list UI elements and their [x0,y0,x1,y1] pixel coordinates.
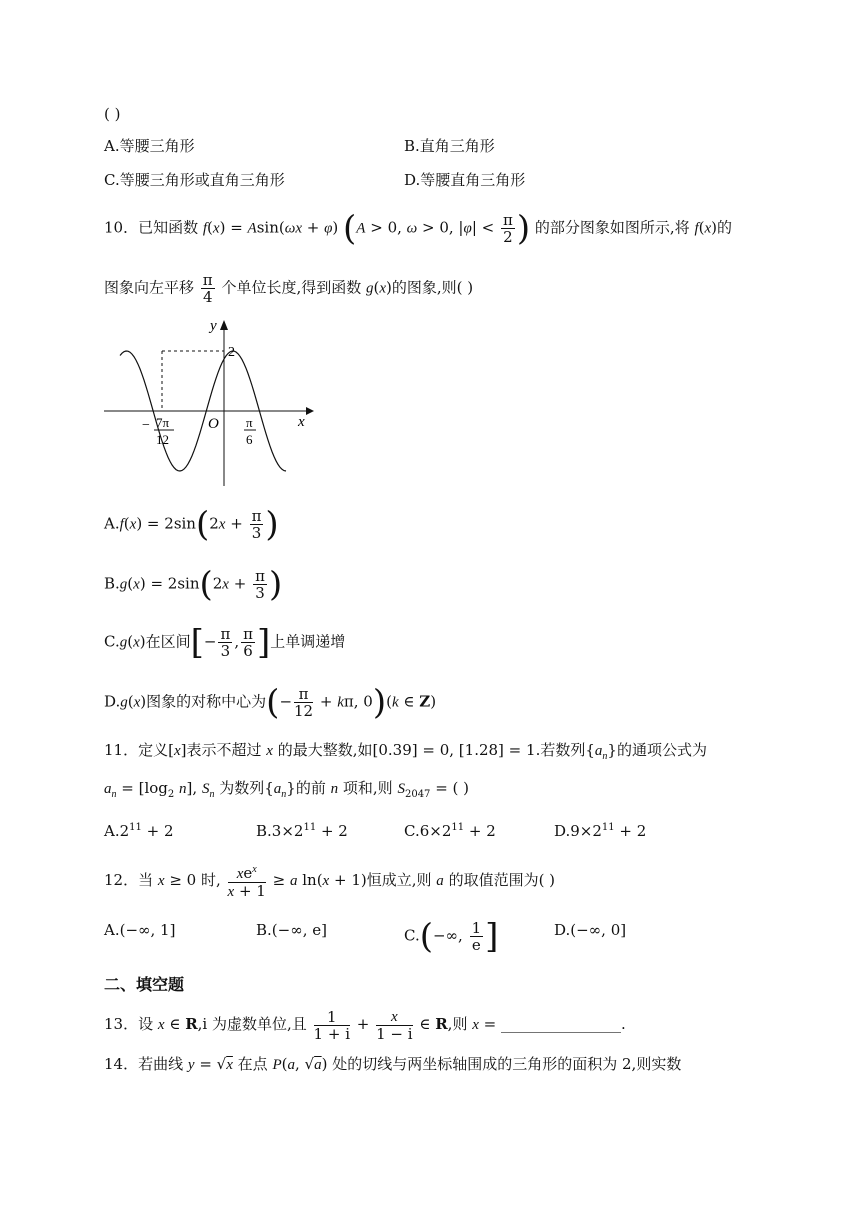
origin-label: O [208,416,219,432]
q10-option-b: B.g(x) = 2sin(2x + $\frac{\pi}{3}$ ) [104,564,283,605]
q11-option-c: $C.6\times 2^{11} + 2$ [404,822,496,840]
y-axis-label: y [210,318,217,334]
q13-answer-blank: ________________. [501,1015,626,1033]
max-label: 2 [228,345,235,360]
left-tick-den: 12 [156,432,169,447]
right-tick-den: 6 [246,432,253,447]
q12-option-d: D.(−∞, 0] [554,921,627,939]
q10-number: 10．已知函数 [104,218,199,237]
q11-option-b: $B.3\times 2^{11} + 2$ [256,822,348,840]
q9-option-a: A.等腰三角形 [104,137,195,155]
q12-option-a: A.(−∞, 1] [104,921,176,939]
q12-option-b: B.(−∞, e] [256,921,327,939]
q10-option-d: D.g(x)图象的对称中心为(− $\frac{\pi}{12}$ + kπ, 0)(k ∈ Z) [104,682,437,723]
q10-stem-mid: 的部分图象如图所示,将 [534,218,690,237]
q9-option-c: C.等腰三角形或直角三角形 [104,171,285,189]
q10-option-c: C.g(x)在区间[− $\frac{\pi}{3}$ , $\frac{\pi}{6}$ ]上单调递增 [104,622,346,663]
q14-stem: 14．若曲线 y = √x 在点 P(a, √a) 处的切线与两坐标轴围成的三角形的面积为 2,则实数 [104,1055,682,1073]
x-axis-label: x [298,414,305,430]
left-tick-sign: − [142,418,150,433]
left-tick-num: 7π [156,415,170,430]
q10-stem-line2: 图象向左平移 $\frac{\pi}{4}$ 个单位长度,得到函数 g(x)的图象,则( ) [104,271,474,306]
q10-option-a: A.f(x) = 2sin(2x + $\frac{\pi}{3}$ ) [104,504,279,545]
q12-stem: 12．当 x ≥ 0 时, $\frac{xe^x}{x + 1}$ ≥ a ln(x + 1)恒成立,则 a 的取值范围为( ) [104,864,556,900]
q11-option-a: $A.2^{11} + 2$ [104,822,174,840]
right-tick-num: π [246,415,253,430]
q12-option-c: C.(−∞, $\frac{1}{e}$ ] [404,916,499,957]
q13-stem: 13．设 x ∈ R,i 为虚数单位,且 $\frac{1}{1 + i}$ + $\frac{x}{1 - i}$ ∈ R,则 x = ________________. [104,1007,626,1043]
q9-option-b: B.直角三角形 [404,137,495,155]
section-title-fill-blank: 二、填空题 [104,975,185,994]
q11-stem-line2: $a_n = [\log_2$ n], $S_n$ 为数列$\{a_n\}$的前 n 项和,则 $S_{2047}$ = ( ) [104,779,470,800]
q9-paren: ( ) [104,105,121,123]
q9-option-d: D.等腰直角三角形 [404,171,526,189]
q11-option-d: $D.9\times 2^{11} + 2$ [554,822,647,840]
q10-sine-graph [100,312,320,492]
q10-stem: 10．已知函数 f(x) = Asin(ωx + φ) (A > 0, ω > 0, |φ| < $\frac{\pi}{2}$ ) 的部分图象如图所示,将 f(x)的 [104,208,733,249]
q11-stem: 11．定义[x]表示不超过 x 的最大整数,如[0.39] = 0, [1.28] = 1.若数列$\{a_n\}$的通项公式为 [104,741,707,762]
y-axis-arrow [220,320,228,330]
x-axis-arrow [306,407,314,415]
